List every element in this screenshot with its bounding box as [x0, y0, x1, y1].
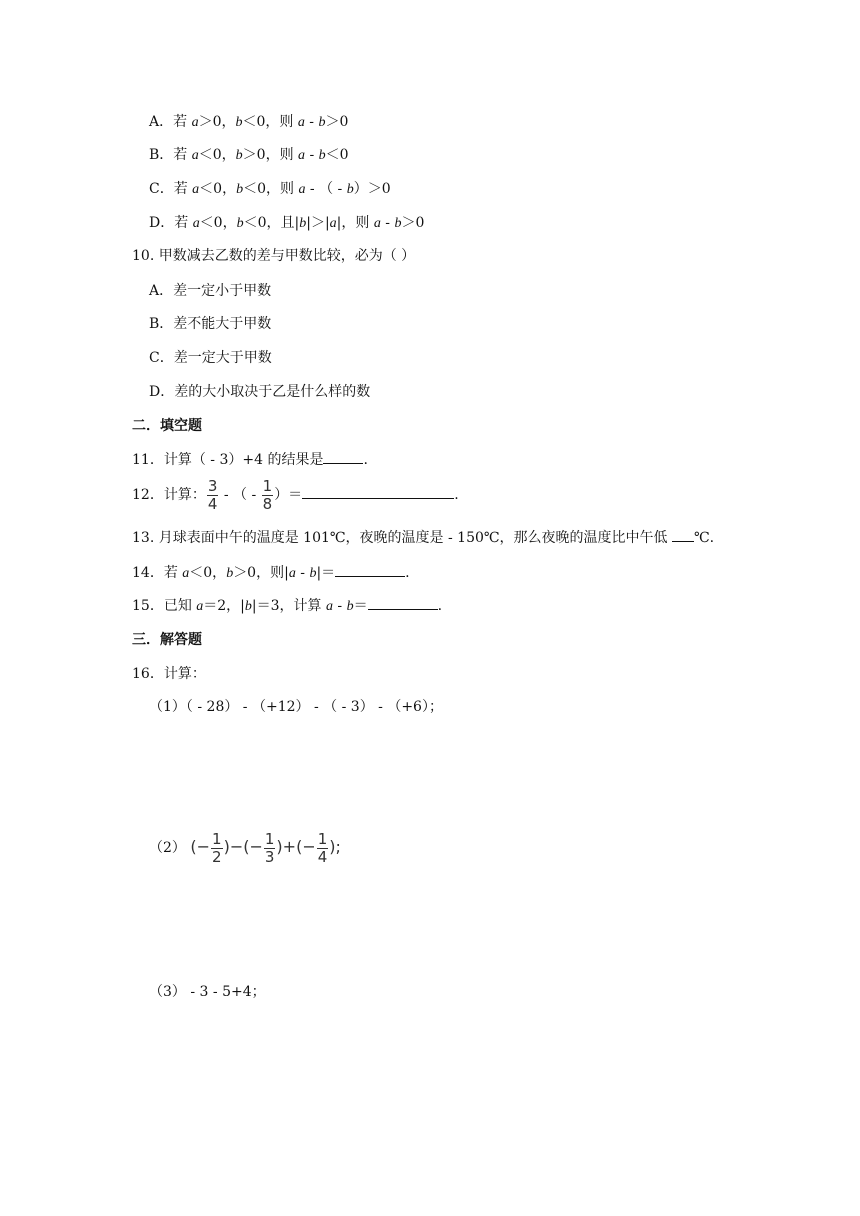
q11-answer-blank[interactable]: [323, 451, 363, 464]
q16-part-2: （2） (− $\frac{1}{2}$ )−(− $\frac{1}{3}$ )+(− $\frac{1}{4}$ );: [149, 829, 341, 866]
q16-stem: 16．计算：: [132, 666, 206, 682]
q13-answer-blank[interactable]: [672, 529, 694, 542]
q11: 11．计算（ - 3）+4 的结果是 .: [132, 452, 368, 468]
q12-answer-blank[interactable]: [302, 486, 454, 499]
q16-fraction-1-4: $\frac{1}{4}$: [317, 829, 328, 866]
q9-option-a: A．若 a＞0，b＜0，则 a - b＞0: [149, 114, 349, 130]
q14: 14．若 a＜0，b＞0，则|a - b|＝ .: [132, 565, 410, 581]
q12: 12．计算： $\frac{3}{4}$ - （ - $\frac{1}{8}$ ）＝ .: [132, 476, 459, 513]
q9-option-c: C．若 a＜0，b＜0，则 a - （ - b）＞0: [149, 181, 391, 197]
q10-option-d: D．差的大小取决于乙是什么样的数: [149, 384, 371, 400]
q12-fraction-1-8: $\frac{1}{8}$: [262, 476, 273, 513]
q15-answer-blank[interactable]: [368, 597, 438, 610]
q16-fraction-1-3: $\frac{1}{3}$: [264, 829, 275, 866]
q9-option-b: B．若 a＜0，b＞0，则 a - b＜0: [149, 147, 349, 163]
q14-answer-blank[interactable]: [335, 564, 405, 577]
q16-part-1: （1）（ - 28） - （+12） - （ - 3） - （+6）；: [149, 699, 443, 715]
q12-fraction-3-4: $\frac{3}{4}$: [207, 476, 218, 513]
q13: 13. 月球表面中午的温度是 101℃，夜晚的温度是 - 150℃，那么夜晚的温度比中午低 ℃.: [132, 530, 715, 546]
q15: 15．已知 a＝2，|b|＝3，计算 a - b＝ .: [132, 598, 443, 614]
q16-fraction-1-2: $\frac{1}{2}$: [212, 829, 222, 866]
q10-stem: 10. 甲数减去乙数的差与甲数比较，必为（ ）: [132, 248, 416, 264]
q9-option-d: D．若 a＜0，b＜0，且|b|＞|a|，则 a - b＞0: [149, 215, 425, 231]
q16-part-3: （3） - 3 - 5+4；: [149, 984, 266, 1000]
section-heading-fill-in: 二．填空题: [132, 418, 202, 434]
section-heading-solve: 三．解答题: [132, 632, 202, 648]
q10-option-b: B．差不能大于甲数: [149, 316, 272, 332]
q10-option-a: A．差一定小于甲数: [149, 283, 272, 299]
q10-option-c: C．差一定大于甲数: [149, 350, 272, 366]
